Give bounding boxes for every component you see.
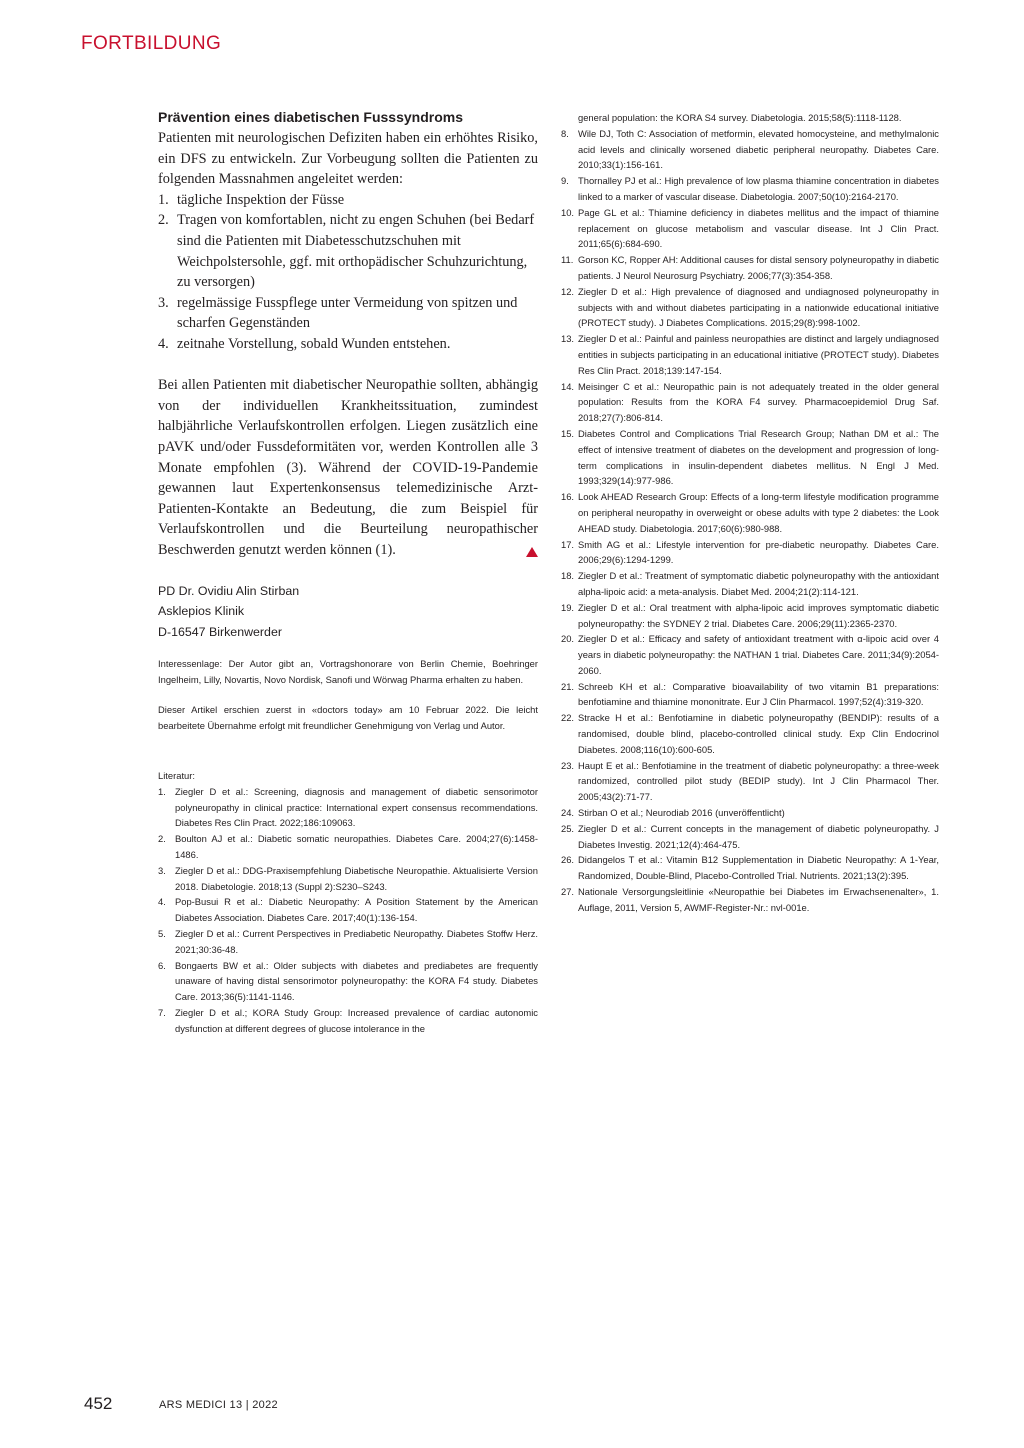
reference-item-number: 16. — [561, 491, 575, 503]
reference-item-number: 21. — [561, 680, 575, 692]
reference-item-number: 24. — [561, 807, 575, 819]
reference-item-number: 17. — [561, 538, 575, 550]
reference-item — [561, 331, 939, 378]
reference-item-number: 14. — [561, 380, 575, 392]
reference-item-number: 4. — [158, 896, 166, 908]
reference-item-number: 7. — [158, 1007, 166, 1019]
measure-item-number: 3. — [158, 294, 169, 311]
conflict-of-interest: Interessenlage: Der Autor gibt an, Vortragshonorare von Berlin Chemie, Boehringer Ingelheim, Lilly, Novartis, Novo Nordisk, Sanofi und Wörwag Pharma erhalten zu haben. — [158, 658, 538, 686]
reference-item-text: Stirban O et al.; Neurodiab 2016 (unveröffentlicht) — [578, 807, 785, 819]
reference-item-text: Stracke H et al.: Benfotiamine in diabetic polyneuropathy (BENDIP): results of a randomised, double blind, placebo-controlled clinical study. Exp Clin Endocrinol Diabetes. 2008;116(10):600-605. — [578, 712, 939, 755]
reference-item-text: Ziegler D et al.: Current concepts in the management of diabetic polyneuropathy. J Diabetes Investig. 2021;12(4):464-475. — [578, 822, 939, 850]
measure-item-text: tägliche Inspektion der Füsse — [177, 191, 345, 208]
reference-item — [158, 1005, 538, 1037]
reference-item — [561, 710, 939, 757]
reference-item — [158, 894, 538, 926]
reference-item-number: 9. — [561, 175, 569, 187]
reference-item-text: Meisinger C et al.: Neuropathic pain is not adequately treated in the older general population: Results from the KORA F4 survey. Pharmacoepidemiol Drug Saf. 2018;27(7):806-814. — [578, 380, 939, 424]
measure-item-number: 1. — [158, 191, 169, 208]
reference-item-text: Boulton AJ et al.: Diabetic somatic neuropathies. Diabetes Care. 2004;27(6):1458-1486. — [175, 833, 538, 861]
reference-item-text: Gorson KC, Ropper AH: Additional causes for distal sensory polyneuropathy in diabetic patients. J Neurol Neurosurg Psychiatry. 2006;77(3):354-358. — [578, 254, 939, 281]
reference-item-number: 18. — [561, 570, 575, 582]
reference-item-number: 12. — [561, 285, 575, 297]
measure-item — [158, 190, 538, 211]
author-block — [158, 581, 538, 642]
reference-item-number: 11. — [561, 254, 574, 266]
reference-item — [561, 284, 939, 331]
right-column — [561, 110, 939, 916]
reference-item-text: Nationale Versorgungsleitlinie «Neuropathie bei Diabetes im Erwachsenenalter», 1. Auflage, 2011, Version 5, AWMF-Register-Nr.: nvl-001e. — [578, 886, 939, 913]
author-address: D-16547 Birkenwerder — [158, 624, 282, 639]
reference-item-number: 19. — [561, 601, 575, 613]
measure-item-text: zeitnahe Vorstellung, sobald Wunden entstehen. — [177, 335, 451, 352]
reference-item-text: Schreeb KH et al.: Comparative bioavailability of two vitamin B1 preparations: benfotiamine and thiamine mononitrate. Eur J Clin Pharmacol. 1997;52(4):319-320. — [578, 680, 939, 708]
reference-item — [561, 489, 939, 536]
reference-item-text: Smith AG et al.: Lifestyle intervention for pre-diabetic neuropathy. Diabetes Care. 2006;29(6):1294-1299. — [578, 538, 939, 566]
reference-item-text: Look AHEAD Research Group: Effects of a long-term lifestyle modification programme on peripheral neuropathy in overweight or obese adults with type 2 diabetes: the Look AHEAD study. Diabetologia. 2017;60(6):980-988. — [578, 491, 939, 534]
reference-item — [561, 252, 939, 284]
reference-item-text: Ziegler D et al.; KORA Study Group: Increased prevalence of cardiac autonomic dysfunction at different degrees of glucose intolerance in the — [175, 1007, 538, 1034]
reference-item-text: Didangelos T et al.: Vitamin B12 Supplementation in Diabetic Neuropathy: A 1-Year, Randomized, Double-Blind, Placebo-Controlled Trial. Nutrients. 2021;13(2):395. — [578, 854, 939, 882]
page-number: 452 — [84, 1394, 113, 1413]
measure-item — [158, 334, 538, 355]
reference-item-text: Ziegler D et al.: Oral treatment with alpha-lipoic acid improves symptomatic diabetic polyneuropathy: the SYDNEY 2 trial. Diabetes Care. 2006;29(11):2365-2370. — [578, 601, 939, 629]
reference-item-text: Bongaerts BW et al.: Older subjects with diabetes and prediabetes are frequently unaware of having distal sensorimotor polyneuropathy: the KORA F4 study. Diabetes Care. 2013;36(5):1141-1146. — [175, 959, 538, 1003]
references-list-right — [561, 110, 939, 126]
article-heading: Prävention eines diabetischen Fusssyndroms — [158, 109, 463, 125]
reference-item — [561, 173, 939, 205]
reference-item-text: Ziegler D et al.: Efficacy and safety of antioxidant treatment with α-lipoic acid over 4 years in diabetic polyneuropathy: the NATHAN 1 trial. Diabetes Care. 2011;34(9):2054-2060. — [578, 633, 939, 676]
reference-item — [561, 568, 939, 600]
reference-item-number: 2. — [158, 833, 166, 845]
reference-item — [561, 805, 939, 821]
reference-item-number: 8. — [561, 127, 569, 139]
reference-item — [561, 852, 939, 884]
references-list-right-numbered — [561, 126, 939, 916]
intro-paragraph: Patienten mit neurologischen Defiziten haben ein erhöhtes Risiko, ein DFS zu entwickeln. Zur Vorbeugung sollten die Patienten zu folgenden Massnahmen angeleitet werden: — [158, 130, 538, 188]
reference-item — [561, 631, 939, 678]
reference-item-number: 25. — [561, 822, 575, 834]
reference-item-text: Ziegler D et al.: Painful and painless neuropathies are distinct and largely undiagnosed entities in subjects participating in an educational initiative (PROTECT study). Diabetes Res Clin Pract. 2018;139:147-154. — [578, 333, 939, 376]
body-paragraph — [158, 375, 538, 560]
reference-item-text: Haupt E et al.: Benfotiamine in the treatment of diabetic polyneuropathy: a three-week randomized, controlled pilot study (BEDIP study). Int J Clin Pharmacol Ther. 2005;43(2):71-77. — [578, 759, 939, 803]
reference-item-text: Ziegler D et al.: Screening, diagnosis and management of diabetic sensorimotor polyneuropathy in clinical practice: International expert consensus recommendations. Diabetes Res Clin Pract. 2022;186:109063. — [175, 785, 538, 829]
reference-item-text: Page GL et al.: Thiamine deficiency in diabetes mellitus and the impact of thiamine replacement on glucose metabolism and vascular disease. Int J Clin Pract. 2011;65(6):684-690. — [578, 206, 939, 250]
author-institution: Asklepios Klinik — [158, 604, 245, 619]
measure-item — [158, 210, 538, 292]
reference-item-number: 23. — [561, 759, 575, 771]
reference-item — [561, 537, 939, 569]
reference-item-text: Ziegler D et al.: Current Perspectives in Prediabetic Neuropathy. Diabetes Stoffw Herz. 2021;30:36-48. — [175, 928, 538, 955]
reference-item-number: 27. — [561, 886, 575, 898]
literature-label: Literatur: — [158, 770, 195, 782]
measure-item — [158, 293, 538, 334]
measure-item-text: regelmässige Fusspflege unter Vermeidung von spitzen und scharfen Gegenständen — [177, 294, 518, 332]
reference-item-text: Pop-Busui R et al.: Diabetic Neuropathy: A Position Statement by the American Diabetes Association. Diabetes Care. 2017;40(1):136-154. — [175, 896, 538, 924]
reference-item — [561, 426, 939, 489]
section-label: FORTBILDUNG — [81, 33, 222, 54]
left-column — [158, 108, 538, 1037]
measure-item-number: 4. — [158, 335, 169, 352]
reference-item-number: 5. — [158, 928, 166, 940]
reference-item — [158, 958, 538, 1005]
reference-item — [561, 600, 939, 632]
reference-item-number: 20. — [561, 633, 575, 645]
reference-item — [561, 379, 939, 426]
reference-item-number: 3. — [158, 864, 166, 876]
reference-item — [158, 863, 538, 895]
reference-item — [158, 926, 538, 958]
reference-item — [561, 679, 939, 711]
reference-item-text: Wile DJ, Toth C: Association of metformin, elevated homocysteine, and methylmalonic acid levels and clinically worsened diabetic peripheral neuropathy. Diabetes Care. 2010;33(1):156-161. — [578, 127, 939, 171]
reference-item — [561, 821, 939, 853]
reference-item-text: Thornalley PJ et al.: High prevalence of low plasma thiamine concentration in diabetes linked to a marker of vascular disease. Diabetologia. 2007;50(10):2164-2170. — [578, 175, 939, 202]
reference-item-text: Diabetes Control and Complications Trial Research Group; Nathan DM et al.: The effect of intensive treatment of diabetes on the development and progression of long-term complications in insulin-dependent diabetes mellitus. N Engl J Med. 1993;329(14):977-986. — [578, 427, 939, 487]
reference-item — [158, 784, 538, 831]
references-list-left — [158, 784, 538, 1037]
measures-list — [158, 190, 538, 355]
reference-item — [561, 126, 939, 173]
reference-item-number: 26. — [561, 854, 575, 866]
reference-7-continuation: general population: the KORA S4 survey. Diabetologia. 2015;58(5):1118-1128. — [578, 112, 902, 123]
journal-info: ARS MEDICI 13 | 2022 — [159, 1399, 278, 1411]
reference-item-number: 6. — [158, 959, 166, 971]
reference-item-number: 10. — [561, 206, 575, 218]
reference-item-number: 1. — [158, 785, 166, 797]
reference-item-text: Ziegler D et al.: Treatment of symptomatic diabetic polyneuropathy with the antioxidant alpha-lipoic acid: a meta-analysis. Diabet Med. 2004;21(2):114-121. — [578, 570, 939, 597]
measure-item-number: 2. — [158, 212, 169, 229]
reference-item-number: 15. — [561, 427, 575, 439]
reference-item-text: Ziegler D et al.: High prevalence of diagnosed and undiagnosed polyneuropathy in subjects with and without diabetes participating in a nationwide educational initiative (PROTECT study). J Diabetes Complications. 2015;29(8):998-1002. — [578, 285, 939, 329]
reference-item-text: Ziegler D et al.: DDG-Praxisempfehlung Diabetische Neuropathie. Aktualisierte Version 2018. Diabetologie. 2018;13 (Suppl 2):S230–S243. — [175, 864, 538, 892]
author-name: PD Dr. Ovidiu Alin Stirban — [158, 584, 300, 599]
reference-item-number: 22. — [561, 712, 575, 724]
reference-item-number: 13. — [561, 333, 575, 345]
publication-note: Dieser Artikel erschien zuerst in «doctors today» am 10 Februar 2022. Die leicht bearbeitete Übernahme erfolgt mit freundlicher Genehmigung von Verlag und Autor. — [158, 703, 538, 731]
reference-item — [158, 831, 538, 863]
measure-item-text: Tragen von komfortablen, nicht zu engen Schuhen (bei Bedarf sind die Patienten mit Diabetesschutzschuhen mit Weichpolstersohle, ggf. mit orthopädischer Schuhzurichtung, zu versorgen) — [177, 212, 535, 291]
reference-item — [561, 884, 939, 916]
body-paragraph-text: Bei allen Patienten mit diabetischer Neuropathie sollten, abhängig von der individuellen Krankheitssituation, zumindest halbjährliche Verlaufskontrollen erfolgen. Liegen zusätzlich eine pAVK und/oder Fussdeformitäten vor, werden Kontrollen alle 3 Monate empfohlen (3). Während der COVID-19-Pandemie gewannen laut Expertenkonsensus telemedizinische Arzt-Patienten-Kontakte an Bedeutung, die zum Beispiel für Verlaufskontrollen und die Beurteilung neuropathischer Beschwerden genutzt werden können (1). — [158, 377, 538, 558]
reference-item — [561, 205, 939, 252]
end-of-article-marker — [526, 547, 538, 557]
reference-item — [561, 758, 939, 805]
